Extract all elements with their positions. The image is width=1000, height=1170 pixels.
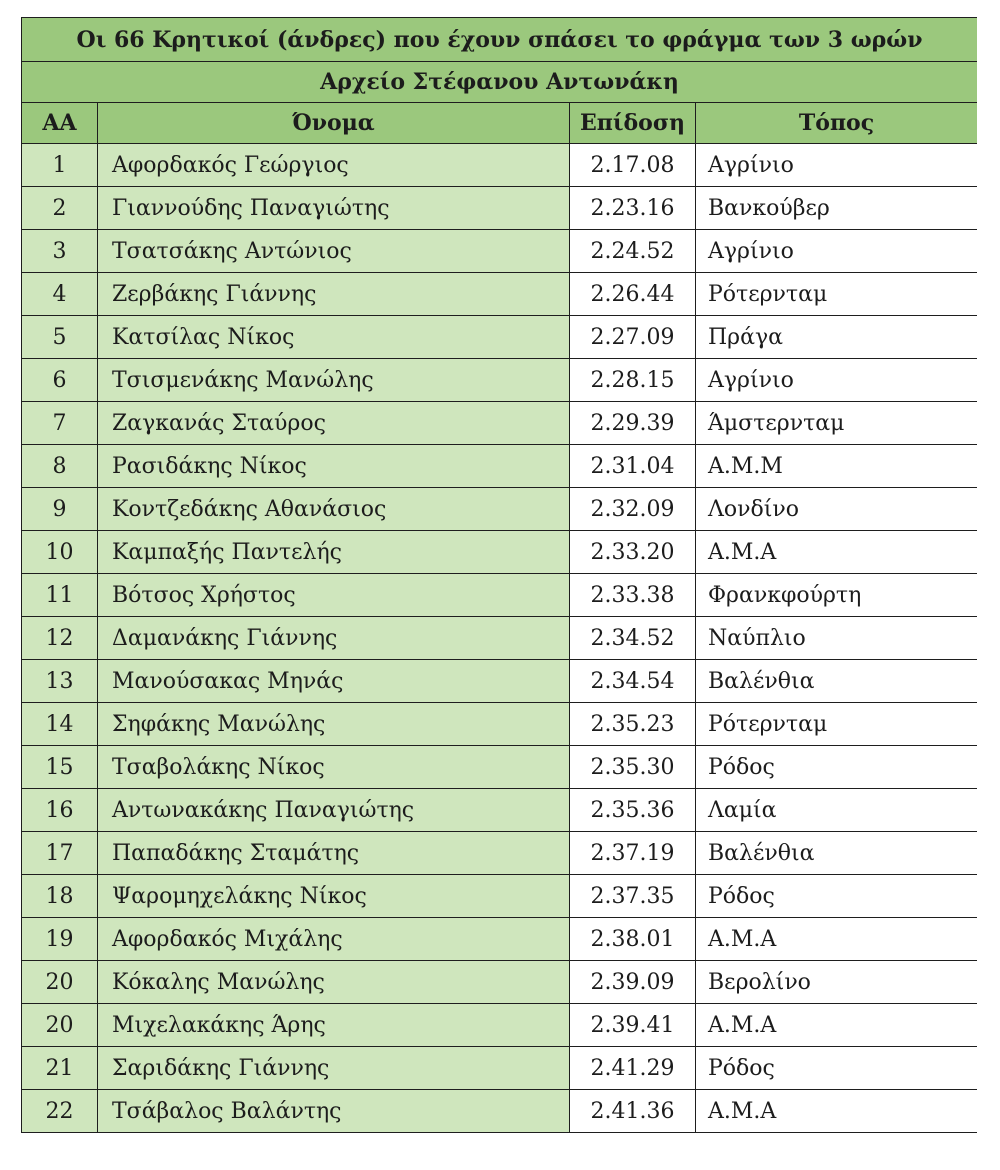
- cell-aa: 12: [22, 617, 98, 660]
- cell-name: Τσαβολάκης Νίκος: [98, 746, 570, 789]
- table-row: [22, 187, 978, 230]
- cell-time: 2.27.09: [570, 316, 696, 359]
- cell-aa: 7: [22, 402, 98, 445]
- cell-time: 2.37.35: [570, 875, 696, 918]
- cell-name: Αντωνακάκης Παναγιώτης: [98, 789, 570, 832]
- cell-name: Τσατσάκης Αντώνιος: [98, 230, 570, 273]
- table-row: [22, 144, 978, 187]
- cell-time: 2.26.44: [570, 273, 696, 316]
- cell-name: Σηφάκης Μανώλης: [98, 703, 570, 746]
- cell-place: Πράγα: [696, 316, 978, 359]
- cell-place: Λονδίνο: [696, 488, 978, 531]
- cell-name: Ρασιδάκης Νίκος: [98, 445, 570, 488]
- cell-aa: 18: [22, 875, 98, 918]
- cell-place: Ρόδος: [696, 875, 978, 918]
- title-row: [22, 18, 978, 62]
- runners-table: [21, 17, 977, 1133]
- cell-name: Ζερβάκης Γιάννης: [98, 273, 570, 316]
- table-row: [22, 1004, 978, 1047]
- cell-place: Ρόδος: [696, 1047, 978, 1090]
- cell-aa: 16: [22, 789, 98, 832]
- runners-table-container: [21, 17, 977, 1170]
- cell-time: 2.24.52: [570, 230, 696, 273]
- cell-name: Τσισμενάκης Μανώλης: [98, 359, 570, 402]
- cell-time: 2.41.36: [570, 1090, 696, 1133]
- cell-aa: 9: [22, 488, 98, 531]
- table-row: [22, 617, 978, 660]
- table-row: [22, 703, 978, 746]
- cell-place: Βερολίνο: [696, 961, 978, 1004]
- cell-place: Ρότερνταμ: [696, 273, 978, 316]
- cell-time: 2.23.16: [570, 187, 696, 230]
- cell-aa: 19: [22, 918, 98, 961]
- table-row: [22, 660, 978, 703]
- cell-place: Άμστερνταμ: [696, 402, 978, 445]
- table-subtitle: Αρχείο Στέφανου Αντωνάκη: [22, 62, 978, 103]
- cell-aa: 15: [22, 746, 98, 789]
- cell-time: 2.35.23: [570, 703, 696, 746]
- column-header-place: Τόπος: [696, 103, 978, 144]
- table-row: [22, 402, 978, 445]
- table-row: [22, 789, 978, 832]
- cell-aa: 4: [22, 273, 98, 316]
- cell-place: Βαλένθια: [696, 660, 978, 703]
- cell-place: Α.Μ.Α: [696, 1090, 978, 1133]
- cell-name: Αφορδακός Γεώργιος: [98, 144, 570, 187]
- cell-aa: 5: [22, 316, 98, 359]
- table-row: [22, 574, 978, 617]
- header-row: [22, 103, 978, 144]
- table-row: [22, 832, 978, 875]
- cell-aa: 3: [22, 230, 98, 273]
- table-row: [22, 359, 978, 402]
- table-row: [22, 1047, 978, 1090]
- table-row: [22, 531, 978, 574]
- cell-name: Σαριδάκης Γιάννης: [98, 1047, 570, 1090]
- cell-time: 2.38.01: [570, 918, 696, 961]
- cell-place: Λαμία: [696, 789, 978, 832]
- cell-name: Βότσος Χρήστος: [98, 574, 570, 617]
- cell-time: 2.29.39: [570, 402, 696, 445]
- cell-place: Βανκούβερ: [696, 187, 978, 230]
- cell-aa: 14: [22, 703, 98, 746]
- cell-aa: 1: [22, 144, 98, 187]
- table-row: [22, 1090, 978, 1133]
- cell-time: 2.31.04: [570, 445, 696, 488]
- cell-time: 2.33.20: [570, 531, 696, 574]
- table-title: Οι 66 Κρητικοί (άνδρες) που έχουν σπάσει το φράγμα των 3 ωρών: [22, 18, 978, 62]
- cell-name: Τσάβαλος Βαλάντης: [98, 1090, 570, 1133]
- cell-name: Κατσίλας Νίκος: [98, 316, 570, 359]
- cell-place: Ρότερνταμ: [696, 703, 978, 746]
- cell-aa: 13: [22, 660, 98, 703]
- cell-time: 2.34.52: [570, 617, 696, 660]
- cell-aa: 20: [22, 961, 98, 1004]
- cell-name: Αφορδακός Μιχάλης: [98, 918, 570, 961]
- column-header-aa: ΑΑ: [22, 103, 98, 144]
- cell-time: 2.28.15: [570, 359, 696, 402]
- cell-time: 2.32.09: [570, 488, 696, 531]
- cell-place: Βαλένθια: [696, 832, 978, 875]
- cell-place: Αγρίνιο: [696, 230, 978, 273]
- table-row: [22, 445, 978, 488]
- cell-place: Α.Μ.Α: [696, 531, 978, 574]
- cell-time: 2.37.19: [570, 832, 696, 875]
- cell-name: Γιαννούδης Παναγιώτης: [98, 187, 570, 230]
- cell-aa: 22: [22, 1090, 98, 1133]
- cell-time: 2.35.30: [570, 746, 696, 789]
- cell-place: Αγρίνιο: [696, 359, 978, 402]
- cell-name: Ζαγκανάς Σταύρος: [98, 402, 570, 445]
- cell-name: Καμπαξής Παντελής: [98, 531, 570, 574]
- table-row: [22, 273, 978, 316]
- cell-time: 2.39.09: [570, 961, 696, 1004]
- cell-time: 2.34.54: [570, 660, 696, 703]
- subtitle-row: [22, 62, 978, 103]
- cell-name: Παπαδάκης Σταμάτης: [98, 832, 570, 875]
- cell-place: Α.Μ.Α: [696, 1004, 978, 1047]
- column-header-name: Όνομα: [98, 103, 570, 144]
- cell-aa: 10: [22, 531, 98, 574]
- cell-name: Ψαρομηχελάκης Νίκος: [98, 875, 570, 918]
- cell-aa: 17: [22, 832, 98, 875]
- cell-place: Α.Μ.Μ: [696, 445, 978, 488]
- cell-place: Α.Μ.Α: [696, 918, 978, 961]
- cell-aa: 8: [22, 445, 98, 488]
- cell-place: Ρόδος: [696, 746, 978, 789]
- cell-time: 2.41.29: [570, 1047, 696, 1090]
- cell-time: 2.17.08: [570, 144, 696, 187]
- cell-aa: 21: [22, 1047, 98, 1090]
- table-row: [22, 316, 978, 359]
- cell-time: 2.33.38: [570, 574, 696, 617]
- cell-name: Μανούσακας Μηνάς: [98, 660, 570, 703]
- cell-place: Ναύπλιο: [696, 617, 978, 660]
- cell-time: 2.39.41: [570, 1004, 696, 1047]
- table-body: [22, 144, 978, 1133]
- cell-aa: 2: [22, 187, 98, 230]
- table-row: [22, 918, 978, 961]
- table-row: [22, 230, 978, 273]
- table-row: [22, 746, 978, 789]
- cell-time: 2.35.36: [570, 789, 696, 832]
- cell-name: Μιχελακάκης Άρης: [98, 1004, 570, 1047]
- cell-place: Φρανκφούρτη: [696, 574, 978, 617]
- cell-name: Δαμανάκης Γιάννης: [98, 617, 570, 660]
- cell-aa: 6: [22, 359, 98, 402]
- cell-place: Αγρίνιο: [696, 144, 978, 187]
- cell-aa: 20: [22, 1004, 98, 1047]
- column-header-time: Επίδοση: [570, 103, 696, 144]
- table-row: [22, 488, 978, 531]
- cell-name: Κοντζεδάκης Αθανάσιος: [98, 488, 570, 531]
- cell-aa: 11: [22, 574, 98, 617]
- cell-name: Κόκαλης Μανώλης: [98, 961, 570, 1004]
- table-row: [22, 961, 978, 1004]
- table-row: [22, 875, 978, 918]
